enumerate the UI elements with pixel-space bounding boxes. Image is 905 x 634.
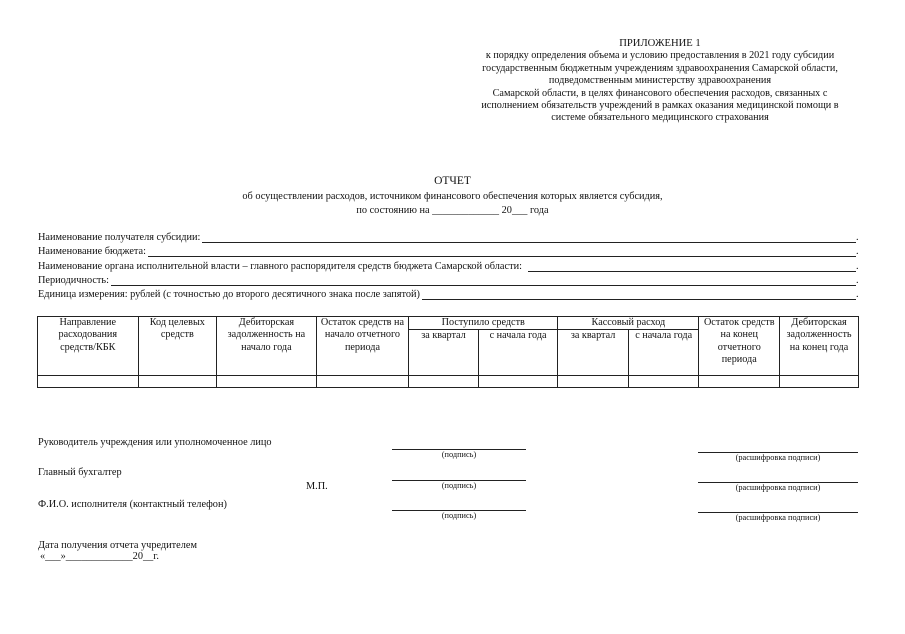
- received-date-blank: «___»_____________20__г.: [40, 551, 159, 562]
- signature-caption: (подпись): [441, 450, 477, 459]
- executor-label: Ф.И.О. исполнителя (контактный телефон): [38, 499, 227, 510]
- appendix-title: ПРИЛОЖЕНИЕ 1: [619, 38, 701, 49]
- field-label: Периодичность:: [38, 275, 109, 286]
- col-code: Код целевых средств: [138, 317, 217, 376]
- field-label: Наименование органа исполнительной власти – главного распорядителя средств бюджета Самарской области:: [38, 261, 522, 272]
- report-title: ОТЧЕТ: [434, 175, 471, 187]
- col-cash-quarter: за квартал: [558, 330, 629, 376]
- head-label: Руководитель учреждения или уполномоченное лицо: [38, 437, 272, 448]
- col-debt-start: Дебиторская задолженность на начало года: [217, 317, 317, 376]
- col-cash-ytd: с начала года: [628, 330, 699, 376]
- report-date-line: по состоянию на _____________ 20___ года: [356, 205, 549, 216]
- col-balance-start: Остаток средств на начало отчетного периода: [316, 317, 408, 376]
- accountant-label: Главный бухгалтер: [38, 467, 122, 478]
- fill-line: [148, 247, 856, 257]
- appendix-line: исполнением обязательств учреждений в рамках оказания медицинской помощи в: [481, 100, 839, 112]
- col-received-ytd: с начала года: [478, 330, 557, 376]
- fill-line: [202, 233, 856, 243]
- appendix-line: подведомственным министерству здравоохранения: [548, 75, 772, 87]
- appendix-line: Самарской области, в целях финансового обеспечения расходов, связанных с: [492, 87, 828, 99]
- field-periodicity: Периодичность: .: [38, 275, 859, 286]
- col-cash-expense: Кассовый расход: [558, 317, 699, 330]
- fill-line: [528, 262, 856, 272]
- field-authority: Наименование органа исполнительной власти – главного распорядителя средств бюджета Самарской области: .: [38, 261, 859, 272]
- field-budget: Наименование бюджета: .: [38, 246, 859, 257]
- stamp-label: М.П.: [306, 481, 328, 492]
- appendix-line: к порядку определения объема и условию предоставления в 2021 году субсидии: [485, 50, 835, 62]
- signature-caption: (подпись): [441, 511, 477, 520]
- decode-field: [698, 512, 858, 522]
- report-subtitle: об осуществлении расходов, источником финансового обеспечения которых является субсидия,: [242, 191, 663, 202]
- field-recipient: Наименование получателя субсидии: .: [38, 232, 859, 243]
- appendix-header: [430, 38, 890, 125]
- appendix-line: системе обязательного медицинского страхования: [551, 112, 769, 124]
- report-table: [37, 316, 859, 388]
- decode-field: [698, 452, 858, 462]
- signature-field: [392, 480, 526, 490]
- col-balance-end: Остаток средств на конец отчетного периода: [699, 317, 780, 376]
- col-received-quarter: за квартал: [409, 330, 479, 376]
- decode-field: [698, 482, 858, 492]
- signature-field: [392, 510, 526, 520]
- field-label: Единица измерения: рублей (с точностью до второго десятичного знака после запятой): [38, 289, 420, 300]
- col-received: Поступило средств: [409, 317, 558, 330]
- signature-field: [392, 449, 526, 459]
- decode-caption: (расшифровка подписи): [735, 513, 821, 522]
- decode-caption: (расшифровка подписи): [735, 483, 821, 492]
- field-unit: Единица измерения: рублей (с точностью до второго десятичного знака после запятой) .: [38, 289, 859, 300]
- appendix-line: государственным бюджетным учреждениям здравоохранения Самарской области,: [482, 62, 838, 74]
- col-direction: Направление расходования средств/КБК: [38, 317, 139, 376]
- decode-caption: (расшифровка подписи): [735, 453, 821, 462]
- field-label: Наименование получателя субсидии:: [38, 232, 201, 243]
- signature-caption: (подпись): [441, 481, 477, 490]
- table-row: [38, 376, 859, 388]
- field-label: Наименование бюджета:: [38, 246, 146, 257]
- received-date-label: Дата получения отчета учредителем: [38, 540, 197, 551]
- fill-line: [422, 290, 856, 300]
- col-debt-end: Дебиторская задолженность на конец года: [780, 317, 859, 376]
- fill-line: [111, 276, 856, 286]
